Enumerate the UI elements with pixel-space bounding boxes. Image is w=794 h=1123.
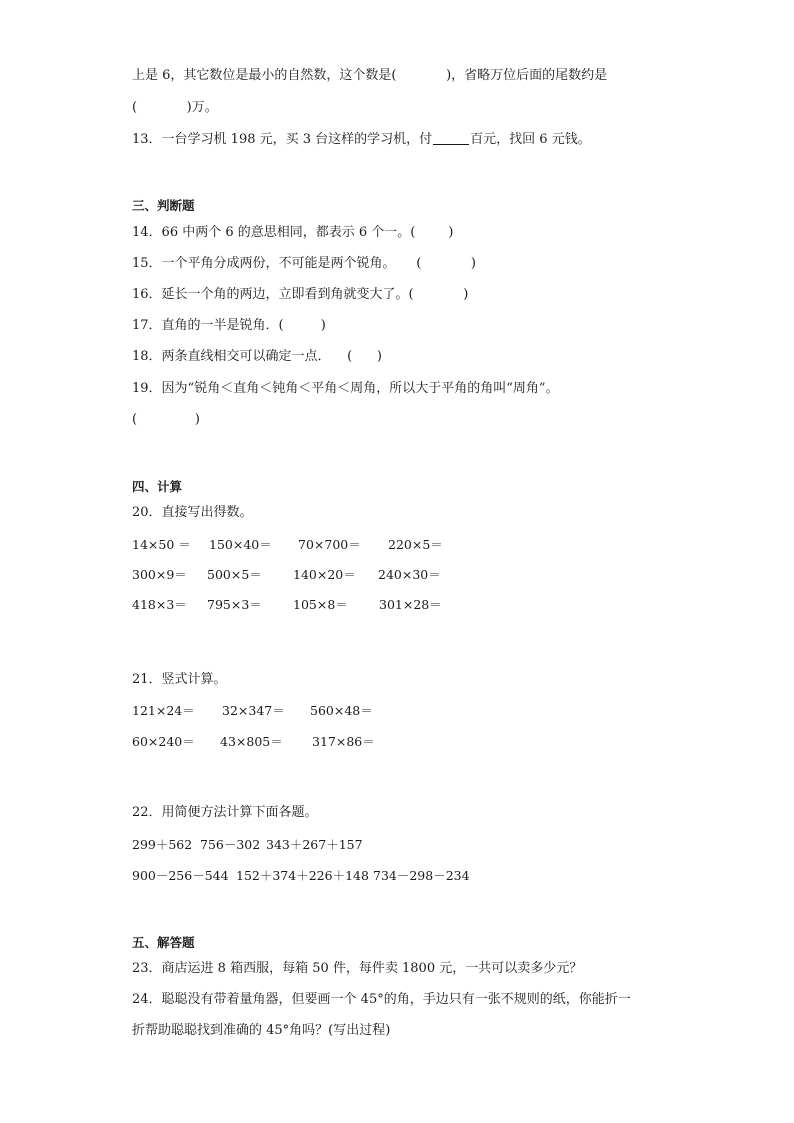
q21-item: 60×240＝ xyxy=(132,734,195,749)
section3-title: 三、判断题 xyxy=(132,198,195,213)
q20-item: 795×3＝ xyxy=(207,597,262,612)
q21-item: 121×24＝ xyxy=(132,703,195,718)
q22-item: 343＋267＋157 xyxy=(266,837,363,852)
q23: 23．商店运进 8 箱西服，每箱 50 件，每件卖 1800 元，一共可以卖多少元？ xyxy=(132,961,583,976)
section5-title: 五、解答题 xyxy=(132,935,195,950)
q18: 18．两条直线相交可以确定一点． ( ) xyxy=(132,349,383,364)
q20-item: 500×5＝ xyxy=(207,567,262,582)
q21-item: 317×86＝ xyxy=(312,734,375,749)
q16: 16．延长一个角的两边，立即看到角就变大了。( ) xyxy=(132,287,469,302)
q21-item: 32×347＝ xyxy=(222,703,285,718)
q20-item: 140×20＝ xyxy=(293,567,356,582)
q12-line1: 上是 6，其它数位是最小的自然数，这个数是( )，省略万位后面的尾数约是 xyxy=(132,68,608,83)
q24-line2: 折帮助聪聪找到准确的 45°角吗？(写出过程) xyxy=(132,1023,391,1038)
q19-line2: ( ) xyxy=(132,412,200,427)
q20-item: 300×9＝ xyxy=(132,567,187,582)
q20-item: 418×3＝ xyxy=(132,597,187,612)
q20-item: 150×40＝ xyxy=(209,537,272,552)
q12-line2: ( )万。 xyxy=(132,100,218,115)
q21-item: 43×805＝ xyxy=(220,734,283,749)
q22-item: 152＋374＋226＋148 xyxy=(236,868,369,883)
q20-item: 240×30＝ xyxy=(378,567,441,582)
q21-item: 560×48＝ xyxy=(310,703,373,718)
q13-text-before: 13．一台学习机 198 元，买 3 台这样的学习机，付 xyxy=(132,132,433,147)
q19-line1: 19．因为“锐角＜直角＜钝角＜平角＜周角，所以大于平角的角叫“周角”。 xyxy=(132,381,559,396)
q22-item: 756－302 xyxy=(200,837,261,852)
q13-answer-blank[interactable] xyxy=(433,132,469,145)
q15: 15．一个平角分成两份，不可能是两个锐角。 ( ) xyxy=(132,256,476,271)
q20-item: 220×5＝ xyxy=(388,537,443,552)
q14: 14．66 中两个 6 的意思相同，都表示 6 个一。( ) xyxy=(132,225,454,240)
q13-text-after: 百元，找回 6 元钱。 xyxy=(470,132,591,147)
q22-item: 299＋562 xyxy=(132,837,193,852)
q20-item: 70×700＝ xyxy=(298,537,361,552)
section4-title: 四、计算 xyxy=(132,479,183,494)
q20-title: 20．直接写出得数。 xyxy=(132,505,253,520)
q22-item: 900－256－544 xyxy=(132,868,229,883)
q21-title: 21．竖式计算。 xyxy=(132,672,227,687)
q13 xyxy=(132,131,591,149)
q20-item: 301×28＝ xyxy=(379,597,442,612)
q22-item: 734－298－234 xyxy=(373,868,470,883)
q20-item: 105×8＝ xyxy=(293,597,348,612)
q24-line1: 24．聪聪没有带着量角器，但要画一个 45°的角，手边只有一张不规则的纸，你能折一 xyxy=(132,992,631,1007)
q17: 17．直角的一半是锐角．( ) xyxy=(132,318,326,333)
q22-title: 22．用简便方法计算下面各题。 xyxy=(132,805,318,820)
q20-item: 14×50 ＝ xyxy=(132,537,191,552)
